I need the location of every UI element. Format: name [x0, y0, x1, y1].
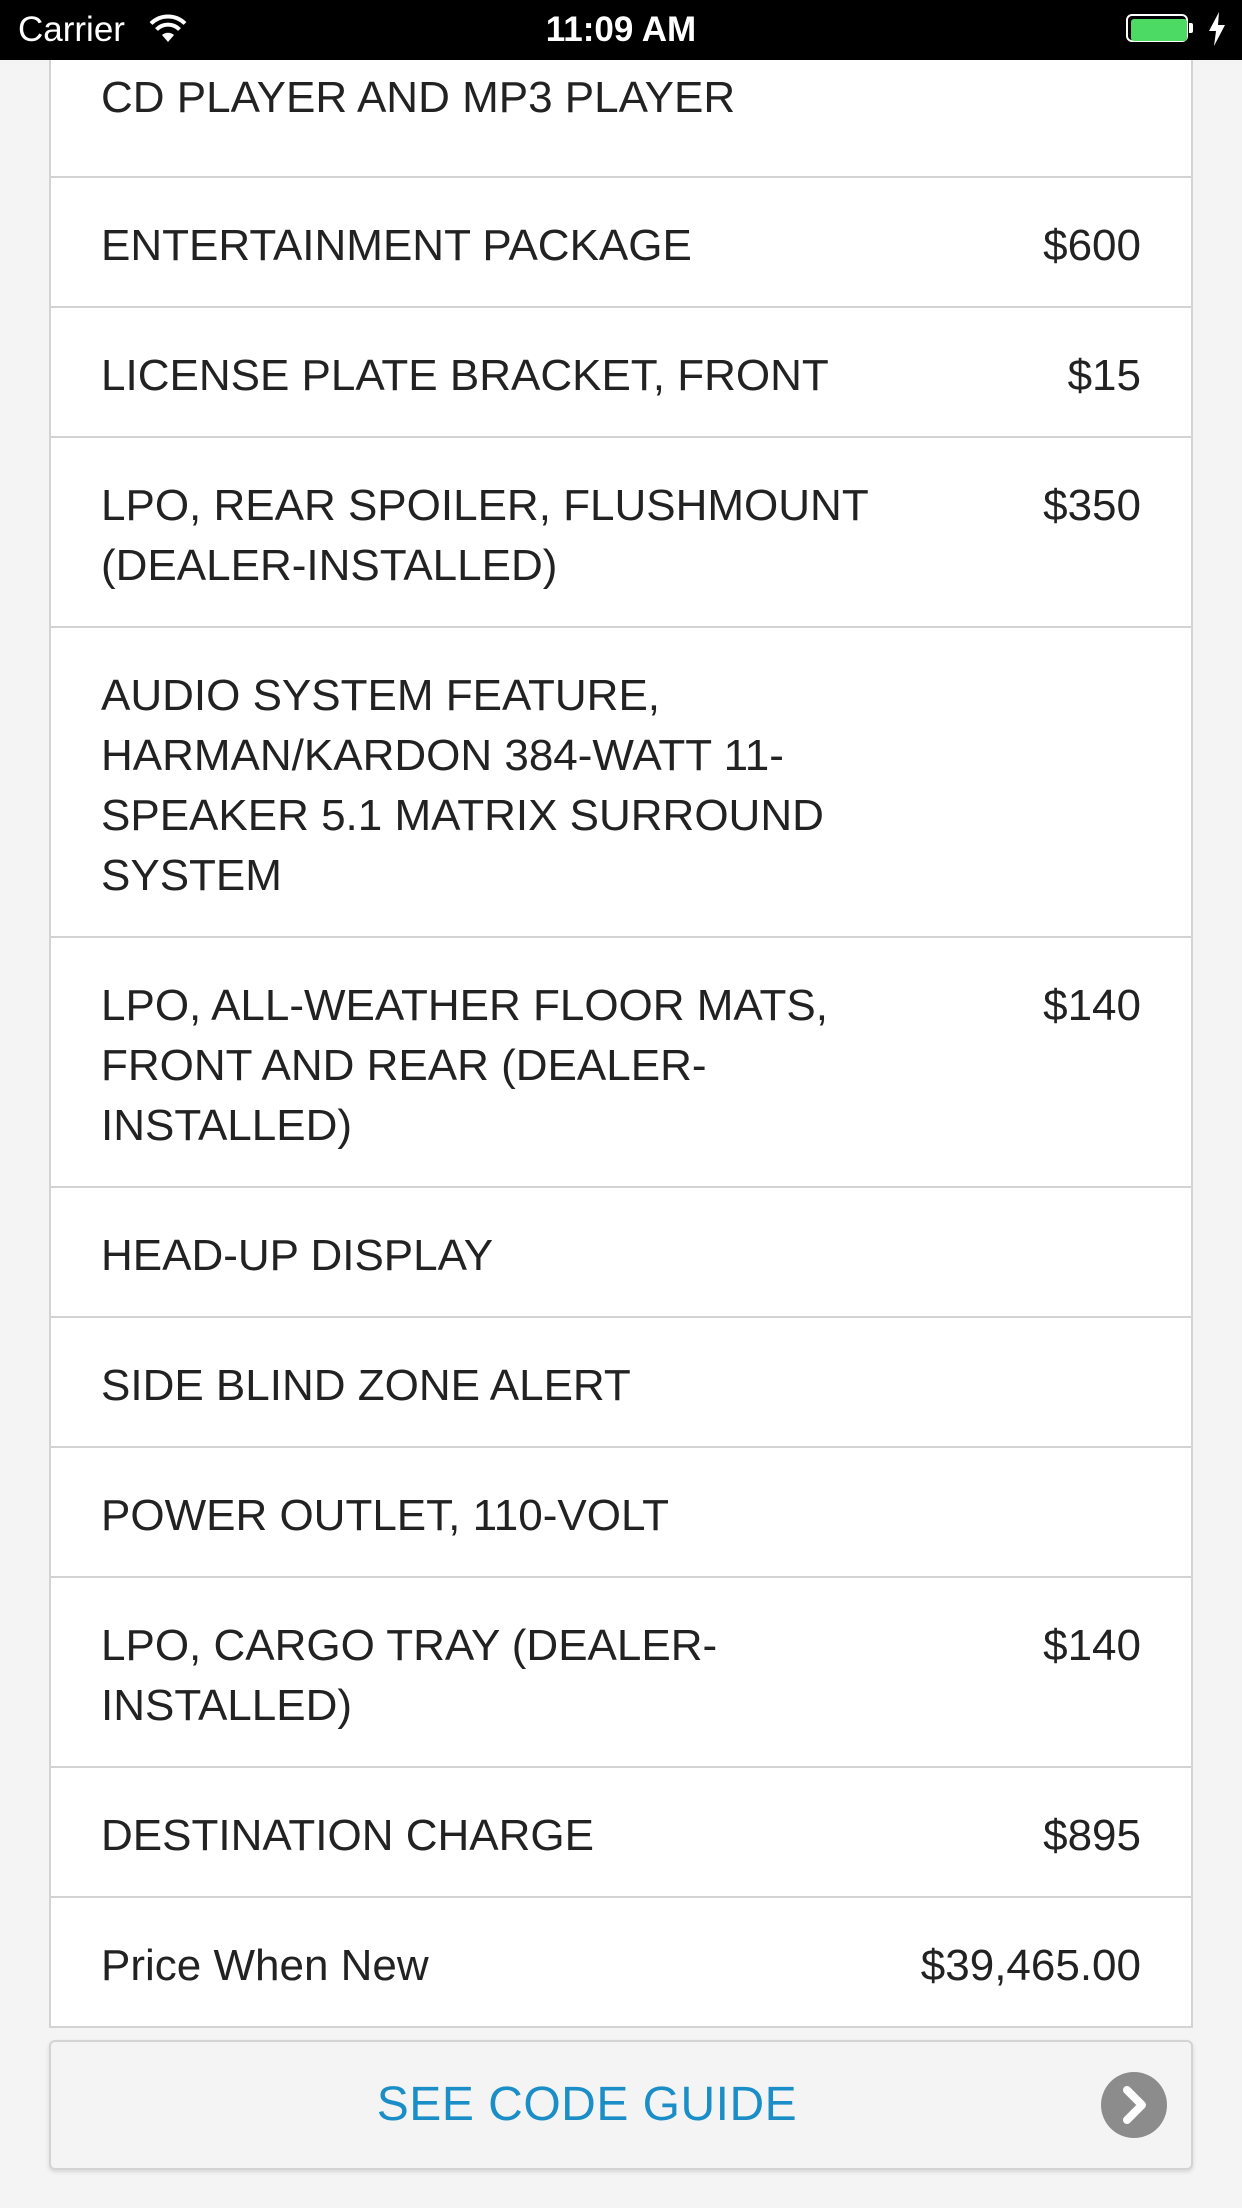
- option-name: HEAD-UP DISPLAY: [101, 1231, 494, 1280]
- option-name: LICENSE PLATE BRACKET, FRONT: [101, 351, 829, 400]
- carrier-label: Carrier: [18, 10, 125, 49]
- option-name: LPO, ALL-WEATHER FLOOR MATS, FRONT AND REAR (DEALER-INSTALLED): [101, 981, 828, 1150]
- status-bar: [0, 0, 1242, 60]
- option-price: $15: [1067, 351, 1141, 400]
- price-when-new-row: [51, 1896, 1191, 2026]
- options-table: [49, 60, 1193, 2028]
- option-name: LPO, CARGO TRAY (DEALER-INSTALLED): [101, 1621, 718, 1730]
- option-name: CD PLAYER AND MP3 PLAYER: [101, 73, 736, 122]
- option-price: $350: [1043, 481, 1141, 530]
- see-code-guide-button[interactable]: [49, 2040, 1193, 2170]
- option-price: $600: [1043, 221, 1141, 270]
- option-name: POWER OUTLET, 110-VOLT: [101, 1491, 670, 1540]
- see-code-guide-label: SEE CODE GUIDE: [376, 2078, 798, 2131]
- charging-bolt-icon: [1208, 12, 1226, 46]
- table-row: [51, 60, 1191, 176]
- table-row: [51, 1186, 1191, 1316]
- option-name: ENTERTAINMENT PACKAGE: [101, 221, 692, 270]
- option-price: $140: [1043, 1621, 1141, 1670]
- table-row: [51, 1316, 1191, 1446]
- table-row: [51, 936, 1191, 1186]
- battery-icon: [1126, 14, 1194, 44]
- option-price: $895: [1043, 1811, 1141, 1860]
- table-row: [51, 1766, 1191, 1896]
- option-name: DESTINATION CHARGE: [101, 1811, 595, 1860]
- table-row: [51, 1576, 1191, 1766]
- option-name: SIDE BLIND ZONE ALERT: [101, 1361, 631, 1410]
- option-name: AUDIO SYSTEM FEATURE, HARMAN/KARDON 384-WATT 11-SPEAKER 5.1 MATRIX SURROUND SYSTEM: [101, 671, 824, 900]
- chevron-right-icon: [1101, 2072, 1167, 2138]
- table-row: [51, 626, 1191, 936]
- table-row: [51, 436, 1191, 626]
- price-when-new-label: Price When New: [101, 1941, 429, 1990]
- clock: 11:09 AM: [545, 10, 697, 49]
- table-row: [51, 176, 1191, 306]
- option-name: LPO, REAR SPOILER, FLUSHMOUNT (DEALER-INSTALLED): [101, 481, 868, 590]
- table-row: [51, 1446, 1191, 1576]
- option-price: $140: [1043, 981, 1141, 1030]
- table-row: [51, 306, 1191, 436]
- price-when-new-value: $39,465.00: [920, 1941, 1141, 1990]
